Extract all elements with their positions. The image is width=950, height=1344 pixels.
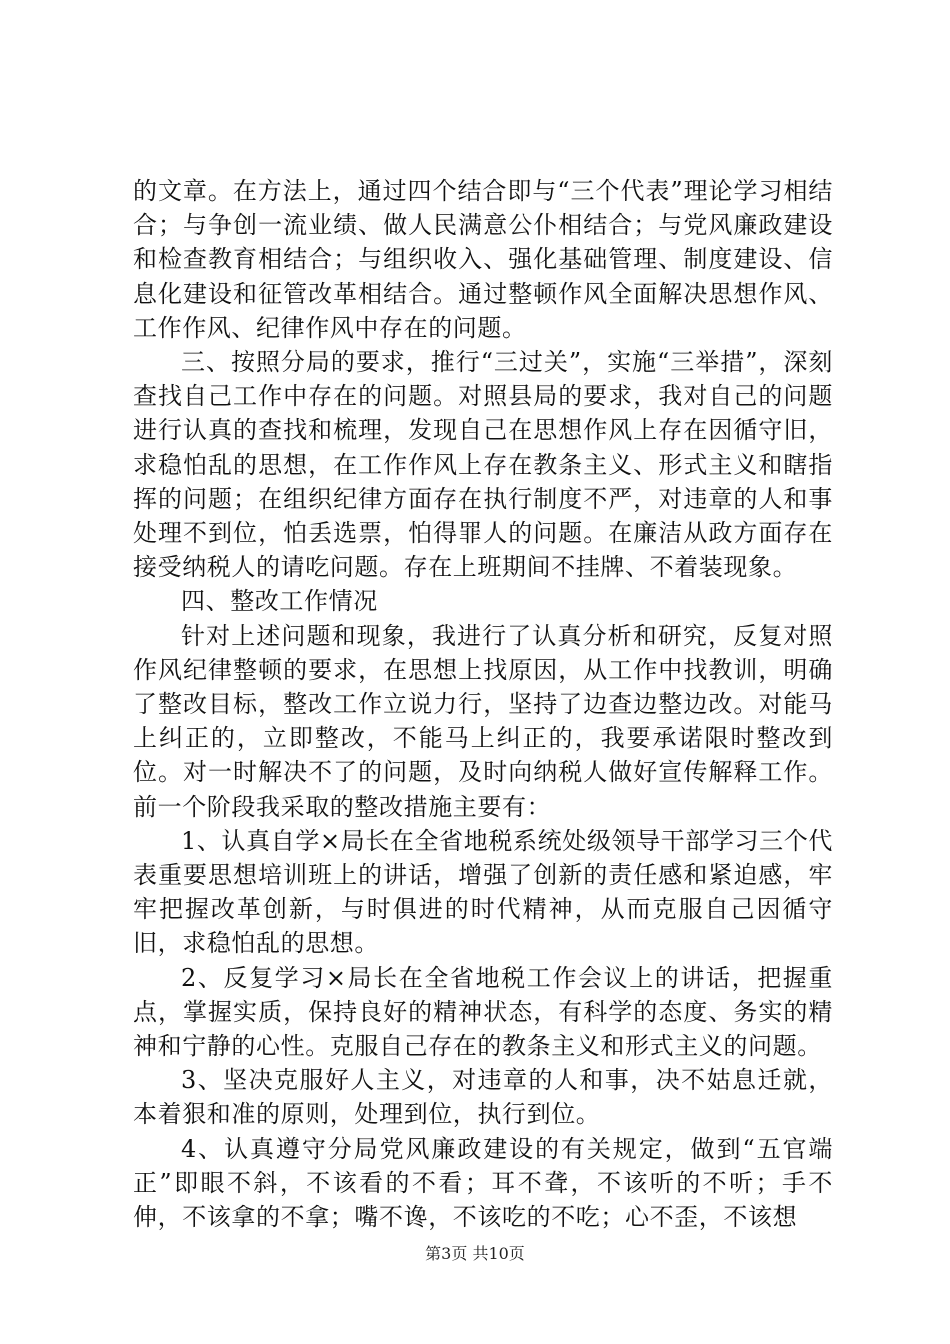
list-item-2: 2、反复学习×局长在全省地税工作会议上的讲话，把握重点，掌握实质，保持良好的精神状态，有科学的态度、务实的精神和宁静的心性。克服自己存在的教条主义和形式主义的问题。 bbox=[133, 963, 833, 1061]
page-footer: 第3页 共10页 bbox=[425, 1244, 525, 1263]
paragraph-continuation: 的文章。在方法上，通过四个结合即与“三个代表”理论学习相结合；与争创一流业绩、做人民满意公仆相结合；与党风廉政建设和检查教育相结合；与组织收入、强化基础管理、制度建设、信息化建设和征管改革相结合。通过整顿作风全面解决思想作风、工作作风、纪律作风中存在的问题。 bbox=[133, 177, 833, 342]
list-item-4: 4、认真遵守分局党风廉政建设的有关规定，做到“五官端正”即眼不斜，不该看的不看；耳不聋，不该听的不听；手不伸，不该拿的不拿；嘴不谗，不该吃的不吃；心不歪，不该想 bbox=[133, 1134, 833, 1232]
paragraph-section-three: 三、按照分局的要求，推行“三过关”，实施“三举措”，深刻查找自己工作中存在的问题。对照县局的要求，我对自己的问题进行认真的查找和梳理，发现自己在思想作风上存在因循守旧，求稳怕乱的思想，在工作作风上存在教条主义、形式主义和瞎指挥的问题；在组织纪律方面存在执行制度不严，对违章的人和事处理不到位，怕丢选票，怕得罪人的问题。在廉洁从政方面存在接受纳税人的请吃问题。存在上班期间不挂牌、不着装现象。 bbox=[133, 348, 833, 582]
body-text bbox=[133, 174, 833, 1234]
list-item-3: 3、坚决克服好人主义，对违章的人和事，决不姑息迁就，本着狠和准的原则，处理到位，执行到位。 bbox=[133, 1066, 833, 1129]
section-heading-four: 四、整改工作情况 bbox=[181, 587, 378, 616]
list-item-1: 1、认真自学×局长在全省地税系统处级领导干部学习三个代表重要思想培训班上的讲话，增强了创新的责任感和紧迫感，牢牢把握改革创新，与时俱进的时代精神，从而克服自己因循守旧，求稳怕乱的思想。 bbox=[133, 826, 833, 958]
paragraph-rectification-intro: 针对上述问题和现象，我进行了认真分析和研究，反复对照作风纪律整顿的要求，在思想上找原因，从工作中找教训，明确了整改目标，整改工作立说力行，坚持了边查边整边改。对能马上纠正的，立即整改，不能马上纠正的，我要承诺限时整改到位。对一时解决不了的问题，及时向纳税人做好宣传解释工作。前一个阶段我采取的整改措施主要有： bbox=[133, 621, 833, 821]
